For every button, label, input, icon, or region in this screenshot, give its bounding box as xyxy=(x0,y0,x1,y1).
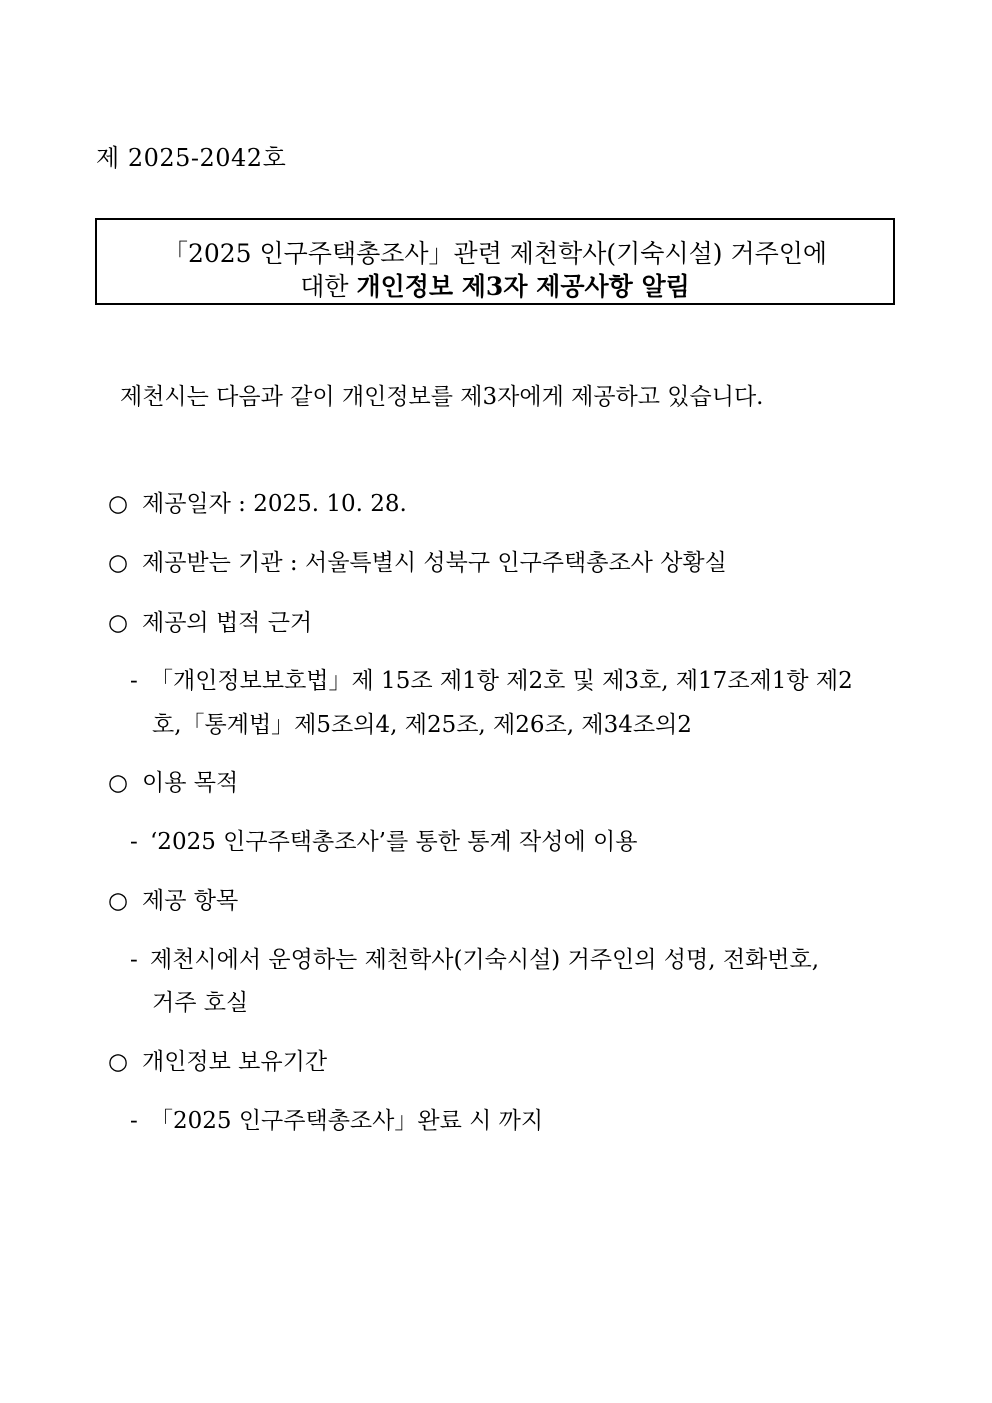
provided-items-detail-text-1: 제천시에서 운영하는 제천학사(기숙시설) 거주인의 성명, 전화번호, xyxy=(150,947,820,973)
document-number: 제 2025-2042호 xyxy=(96,144,287,172)
legal-basis-detail-line-1 xyxy=(130,662,853,695)
purpose-detail xyxy=(130,823,637,856)
item-purpose xyxy=(108,764,238,797)
provided-items-detail-line-1 xyxy=(130,941,819,974)
provision-date-text: 제공일자 : 2025. 10. 28. xyxy=(142,491,407,517)
title-box xyxy=(95,218,895,305)
dash-bullet-icon: - xyxy=(130,947,138,973)
item-provision-date xyxy=(108,485,407,518)
title-line-2-bold: 개인정보 제3자 제공사항 알림 xyxy=(356,272,690,301)
legal-basis-detail-line-2: 호,「통계법」제5조의4, 제25조, 제26조, 제34조의2 xyxy=(152,712,692,738)
dash-bullet-icon: - xyxy=(130,668,138,694)
recipient-text: 제공받는 기관 : 서울특별시 성북구 인구주택총조사 상황실 xyxy=(142,550,727,576)
purpose-heading: 이용 목적 xyxy=(142,770,239,796)
provided-items-detail-line-2: 거주 호실 xyxy=(152,990,249,1016)
circle-bullet-icon: ○ xyxy=(108,491,129,517)
title-line-2-prefix: 대한 xyxy=(300,272,357,301)
legal-basis-detail-text-1: 「개인정보보호법」제 15조 제1항 제2호 및 제3호, 제17조제1항 제2 xyxy=(150,668,853,694)
item-retention-period xyxy=(108,1043,327,1076)
retention-detail-text: 「2025 인구주택총조사」완료 시 까지 xyxy=(150,1108,544,1134)
circle-bullet-icon: ○ xyxy=(108,610,129,636)
dash-bullet-icon: - xyxy=(130,1108,138,1134)
provided-items-heading: 제공 항목 xyxy=(142,888,239,914)
circle-bullet-icon: ○ xyxy=(108,550,129,576)
purpose-detail-text: ‘2025 인구주택총조사’를 통한 통계 작성에 이용 xyxy=(150,829,638,855)
item-recipient xyxy=(108,544,727,577)
circle-bullet-icon: ○ xyxy=(108,1049,129,1075)
circle-bullet-icon: ○ xyxy=(108,770,129,796)
intro-paragraph: 제천시는 다음과 같이 개인정보를 제3자에게 제공하고 있습니다. xyxy=(120,384,764,410)
retention-heading: 개인정보 보유기간 xyxy=(142,1049,328,1075)
item-legal-basis xyxy=(108,604,312,637)
title-line-1: 「2025 인구주택총조사」관련 제천학사(기숙시설) 거주인에 xyxy=(162,239,828,268)
retention-detail xyxy=(130,1102,543,1135)
legal-basis-heading: 제공의 법적 근거 xyxy=(142,610,313,636)
circle-bullet-icon: ○ xyxy=(108,888,129,914)
dash-bullet-icon: - xyxy=(130,829,138,855)
title-line-2 xyxy=(97,267,893,303)
item-provided-items xyxy=(108,882,238,915)
